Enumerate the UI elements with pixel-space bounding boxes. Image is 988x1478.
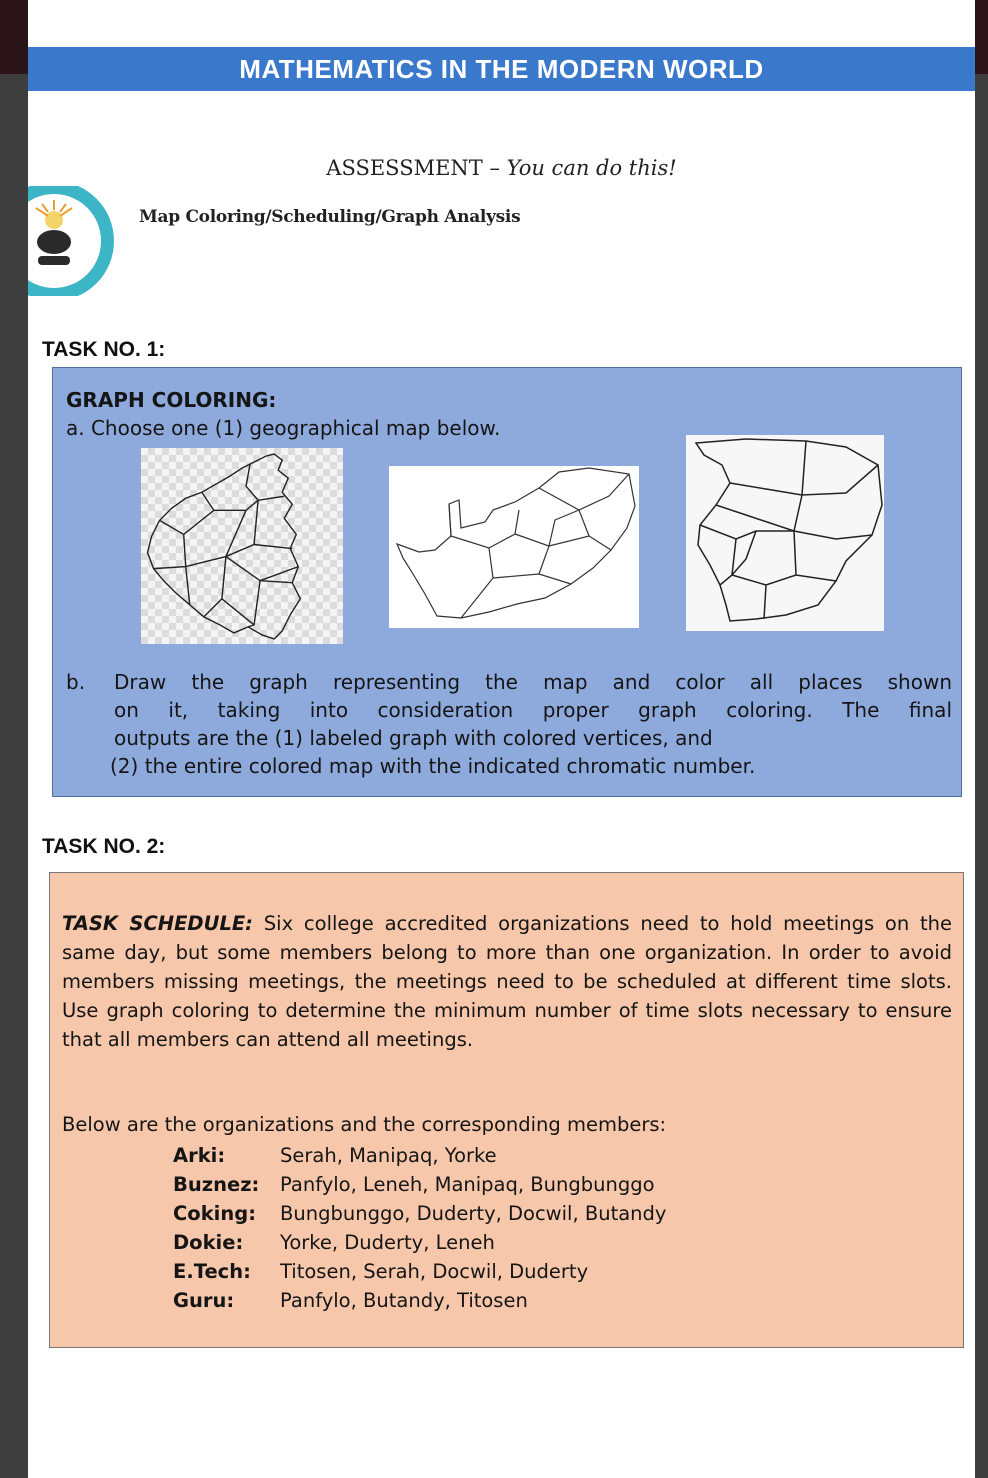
map-option-1[interactable]	[141, 448, 343, 644]
org-row-guru: Guru: Panfylo, Butandy, Titosen	[173, 1289, 528, 1312]
organization-list	[173, 1141, 666, 1315]
instruction-b-label: b.	[66, 670, 86, 694]
graph-coloring-box	[52, 367, 962, 797]
assessment-title: ASSESSMENT – You can do this!	[326, 156, 677, 180]
task-schedule-paragraph: TASK SCHEDULE: Six college accredited organizations need to hold meetings on the same day, but some members belong to more than one organization. In order to avoid members missing meetings, the meetings need to be scheduled at different time slots. Use graph coloring to determine the minimum number of time slots necessary to ensure that all members can attend all meetings.	[62, 912, 952, 1051]
task1-label: TASK NO. 1:	[42, 338, 166, 361]
map-option-3[interactable]	[686, 435, 884, 631]
task-schedule-box	[49, 872, 964, 1348]
org-row-coking: Coking: Bungbunggo, Duderty, Docwil, Butandy	[173, 1202, 667, 1225]
instruction-a: a. Choose one (1) geographical map below.	[66, 416, 501, 440]
document-page	[28, 0, 975, 1478]
org-row-buznez: Buznez: Panfylo, Leneh, Manipaq, Bungbunggo	[173, 1173, 655, 1196]
task2-label: TASK NO. 2:	[42, 835, 166, 858]
organizations-intro: Below are the organizations and the corresponding members:	[62, 1113, 667, 1136]
topics-subtitle: Map Coloring/Scheduling/Graph Analysis	[139, 207, 521, 227]
graph-coloring-heading: GRAPH COLORING:	[66, 388, 277, 412]
org-row-dokie: Dokie: Yorke, Duderty, Leneh	[173, 1231, 495, 1254]
org-row-arki: Arki: Serah, Manipaq, Yorke	[173, 1144, 497, 1167]
page-banner: MATHEMATICS IN THE MODERN WORLD	[28, 47, 975, 91]
instruction-b-text: Draw the graph representing the map and color all places shown on it, taking into consideration proper graph coloring. The final outputs are the (1) labeled graph with colored vertices, and (2) the entire colored map with the indicated chromatic number.	[110, 670, 952, 778]
org-row-etech: E.Tech: Titosen, Serah, Docwil, Duderty	[173, 1260, 589, 1283]
lightbulb-person-logo-icon	[28, 186, 120, 296]
task-schedule-lead: TASK SCHEDULE:	[62, 912, 253, 935]
map-option-2[interactable]	[389, 466, 639, 628]
